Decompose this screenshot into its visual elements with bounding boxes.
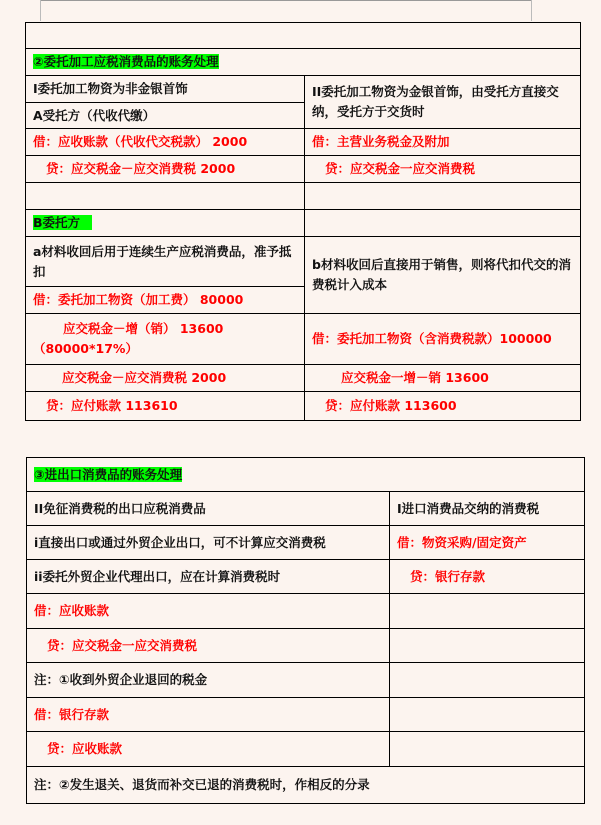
debit2: 借：银行存款 [27,698,390,732]
empty-cell [305,183,581,210]
r-credit2: 贷：应付账款 113600 [305,392,581,421]
note1: 注：①收到外贸企业退回的税金 [27,663,390,698]
b-credit: 贷：应付账款 113610 [26,392,305,421]
empty-cell [390,698,585,732]
b-debit: 借：委托加工物资（加工费） 80000 [26,287,305,314]
top-tab-frame [40,0,532,21]
a-credit: 贷：应交税金－应交消费税 2000 [26,156,305,183]
r-debit: 借：物资采购/固定资产 [390,526,585,560]
a-label: A受托方（代收代缴） [26,103,305,129]
consigned-processing-table [25,22,581,421]
r-vat2: 应交税金一增－销 13600 [305,365,581,392]
b-b-text: b材料收回后直接用于销售，则将代扣代交的消费税计入成本 [305,237,581,314]
empty-cell [390,663,585,698]
left-heading: ⅠⅠ免征消费税的出口应税消费品 [27,492,390,526]
r-credit1: 贷：应交税金一应交消费税 [305,156,581,183]
ii-text: ⅰⅰ委托外贸企业代理出口，应在计算消费税时 [27,560,390,594]
import-export-table [26,457,585,804]
right-heading: ⅠⅠ委托加工物资为金银首饰，由受托方直接交纳，受托方于交货时 [305,76,581,129]
r-credit: 贷：银行存款 [390,560,585,594]
r-debit2: 借：委托加工物资（含消费税款）100000 [305,314,581,365]
left-heading: Ⅰ委托加工物资为非金银首饰 [26,76,305,103]
right-heading: Ⅰ进口消费品交纳的消费税 [390,492,585,526]
a-debit: 借：应收账款（代收代交税款） 2000 [26,129,305,156]
empty-cell [390,732,585,767]
i-text: ⅰ直接出口或通过外贸企业出口，可不计算应交消费税 [27,526,390,560]
b-vat-note: （80000*17%） [33,341,138,356]
empty-row [26,23,581,49]
credit2: 贷：应收账款 [27,732,390,767]
b-vat: 应交税金－增（销） 13600 [63,321,224,336]
empty-cell [26,183,305,210]
debit1: 借：应收账款 [27,594,390,629]
empty-cell [390,594,585,629]
note2: 注：②发生退关、退货而补交已退的消费税时，作相反的分录 [27,767,585,804]
r-debit1: 借：主营业务税金及附加 [305,129,581,156]
empty-cell [390,629,585,663]
section-title: ②委托加工应税消费品的账务处理 [33,54,219,69]
b-excise: 应交税金－应交消费税 2000 [26,365,305,392]
empty-cell [305,210,581,237]
b-label: B委托方 [33,215,92,230]
credit1: 贷：应交税金一应交消费税 [27,629,390,663]
b-a-text: a材料收回后用于连续生产应税消费品，准予抵扣 [26,237,305,287]
section-title: ③进出口消费品的账务处理 [34,466,183,482]
